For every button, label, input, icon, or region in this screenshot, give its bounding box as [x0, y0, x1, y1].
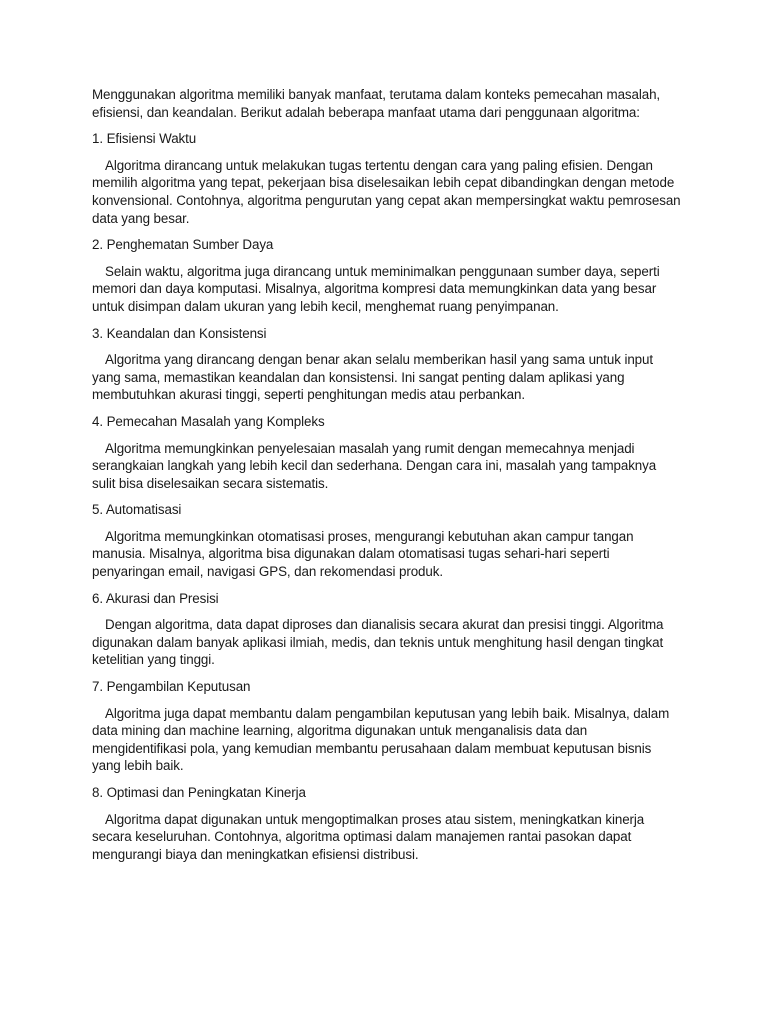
section-body-penghematan-sumber-daya: Selain waktu, algoritma juga dirancang untuk meminimalkan penggunaan sumber daya, seperti memori dan daya komputasi. Misalnya, algoritma kompresi data memungkinkan data yang besar untuk disimpan dalam ukuran yang lebih kecil, menghemat ruang penyimpanan. [92, 263, 660, 314]
section-title-pemecahan-masalah: 4. Pemecahan Masalah yang Kompleks [92, 413, 325, 429]
section-body-keandalan-konsistensi: Algoritma yang dirancang dengan benar akan selalu memberikan hasil yang sama untuk input yang sama, memastikan keandalan dan konsistensi. Ini sangat penting dalam aplikasi yang membutuhkan akurasi tinggi, seperti penghitungan medis atau perbankan. [92, 352, 653, 403]
section-title-akurasi-presisi: 6. Akurasi dan Presisi [92, 590, 219, 606]
section-title-keandalan-konsistensi: 3. Keandalan dan Konsistensi [92, 325, 267, 341]
section-title-efisiensi-waktu: 1. Efisiensi Waktu [92, 131, 197, 147]
section-body-pemecahan-masalah: Algoritma memungkinkan penyelesaian masalah yang rumit dengan memecahnya menjadi serangkaian langkah yang lebih kecil dan sederhana. Dengan cara ini, masalah yang tampaknya sulit bisa diselesaikan secara sistematis. [92, 440, 657, 491]
section-title-penghematan-sumber-daya: 2. Penghematan Sumber Daya [92, 237, 274, 253]
section-body-efisiensi-waktu: Algoritma dirancang untuk melakukan tugas tertentu dengan cara yang paling efisien. Dengan memilih algoritma yang tepat, pekerjaan bisa diselesaikan lebih cepat dibandingkan dengan metode konvensional. Contohnya, algoritma pengurutan yang cepat akan mempersingkat waktu pemrosesan data yang besar. [92, 157, 681, 226]
document-page [92, 86, 682, 872]
section-body-pengambilan-keputusan: Algoritma juga dapat membantu dalam pengambilan keputusan yang lebih baik. Misalnya, dalam data mining dan machine learning, algoritma digunakan untuk menganalisis data dan mengidentifikasi pola, yang kemudian membantu perusahaan dalam membuat keputusan bisnis yang lebih baik. [92, 705, 670, 774]
section-body-automatisasi: Algoritma memungkinkan otomatisasi proses, mengurangi kebutuhan akan campur tangan manusia. Misalnya, algoritma bisa digunakan dalam otomatisasi tugas sehari-hari seperti penyaringan email, navigasi GPS, dan rekomendasi produk. [92, 528, 634, 580]
section-title-automatisasi: 5. Automatisasi [92, 502, 182, 518]
section-title-pengambilan-keputusan: 7. Pengambilan Keputusan [92, 679, 251, 695]
section-body-akurasi-presisi: Dengan algoritma, data dapat diproses dan dianalisis secara akurat dan presisi tinggi. Algoritma digunakan dalam banyak aplikasi ilmiah, medis, dan teknis untuk menghitung hasil dengan tingkat ketelitian yang tinggi. [92, 617, 664, 668]
intro-paragraph: Menggunakan algoritma memiliki banyak manfaat, terutama dalam konteks pemecahan masalah, efisiensi, dan keandalan. Berikut adalah beberapa manfaat utama dari penggunaan algoritma: [92, 87, 661, 120]
section-body-optimasi-kinerja: Algoritma dapat digunakan untuk mengoptimalkan proses atau sistem, meningkatkan kinerja secara keseluruhan. Contohnya, algoritma optimasi dalam manajemen rantai pasokan dapat mengurangi biaya dan meningkatkan efisiensi distribusi. [92, 811, 645, 862]
section-title-optimasi-kinerja: 8. Optimasi dan Peningkatan Kinerja [92, 785, 306, 800]
